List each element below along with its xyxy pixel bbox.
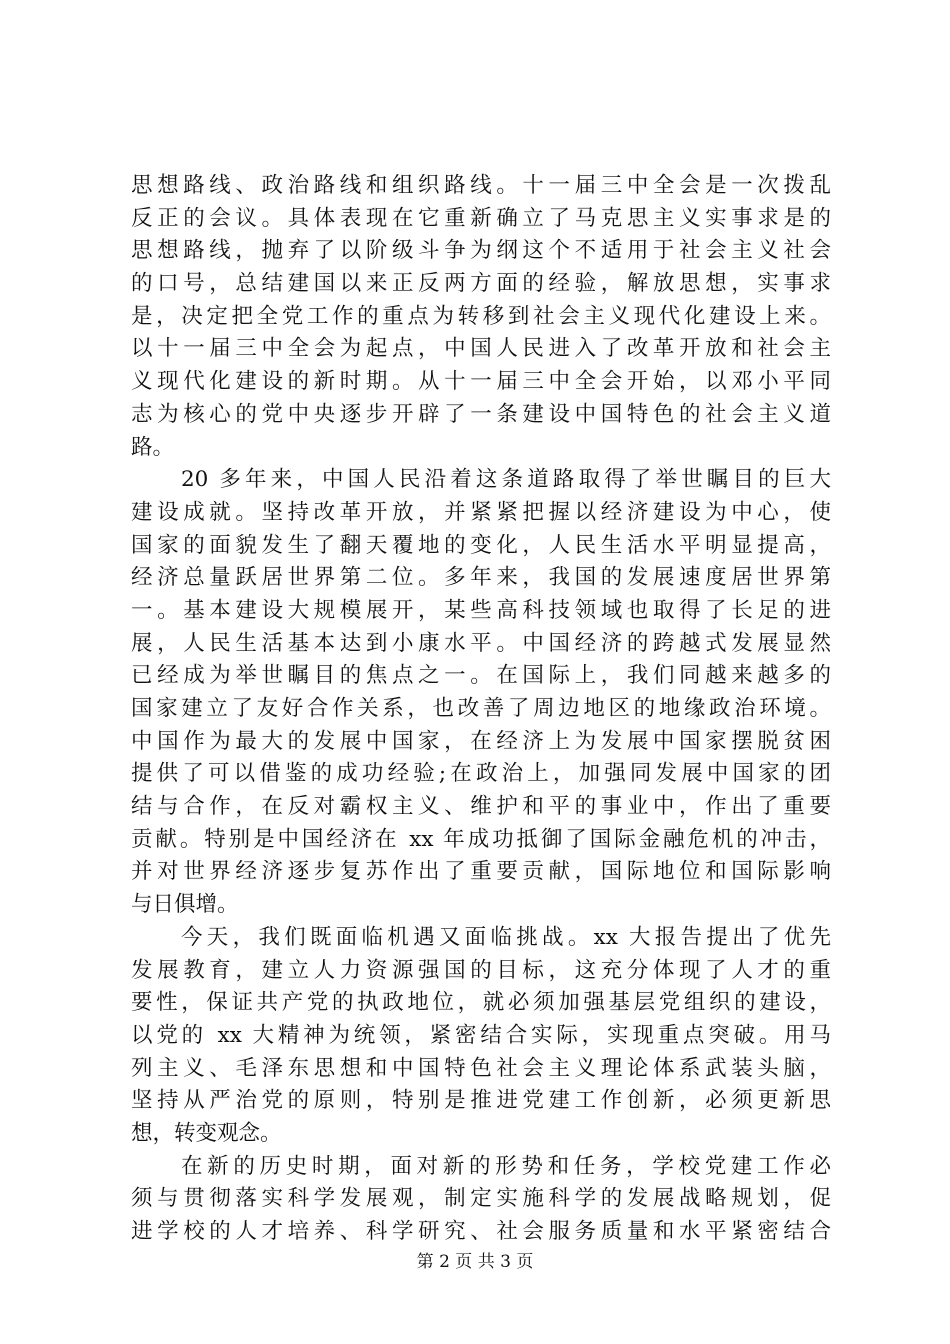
- text-line: 在新的历史时期，面对新的形势和任务，学校党建工作必: [181, 1153, 831, 1179]
- text-line: 路。: [131, 434, 175, 460]
- text-line: 发展教育，建立人力资源强国的目标，这充分体现了人才的重: [131, 957, 831, 983]
- text-line: 贡献。特别是中国经济在 xx 年成功抵御了国际金融危机的冲击，: [131, 826, 831, 852]
- text-line: 中国作为最大的发展中国家，在经济上为发展中国家摆脱贫困: [131, 728, 831, 754]
- text-line: 以党的 xx 大精神为统领，紧密结合实际，实现重点突破。用马: [131, 1022, 831, 1048]
- text-line: 经济总量跃居世界第二位。多年来，我国的发展速度居世界第: [131, 565, 831, 591]
- text-line: 义现代化建设的新时期。从十一届三中全会开始，以邓小平同: [131, 369, 831, 395]
- paragraph: [131, 170, 831, 464]
- text-line: 坚持从严治党的原则，特别是推进党建工作创新，必须更新思: [131, 1088, 831, 1114]
- text-line: 的口号，总结建国以来正反两方面的经验，解放思想，实事求: [131, 271, 831, 297]
- text-line: 以十一届三中全会为起点，中国人民进入了改革开放和社会主: [131, 336, 831, 362]
- text-line: 须与贯彻落实科学发展观，制定实施科学的发展战略规划，促: [131, 1186, 831, 1212]
- document-body: [131, 170, 831, 1249]
- text-line: 思想路线，抛弃了以阶级斗争为纲这个不适用于社会主义社会: [131, 238, 831, 264]
- text-line: 结与合作，在反对霸权主义、维护和平的事业中，作出了重要: [131, 794, 831, 820]
- paragraph: [131, 464, 831, 922]
- text-line: 国家的面貌发生了翻天覆地的变化，人民生活水平明显提高，: [131, 532, 831, 558]
- text-line: 今天，我们既面临机遇又面临挑战。xx 大报告提出了优先: [181, 924, 831, 950]
- text-line: 要性，保证共产党的执政地位，就必须加强基层党组织的建设，: [131, 990, 831, 1016]
- text-line: 志为核心的党中央逐步开辟了一条建设中国特色的社会主义道: [131, 401, 831, 427]
- text-line: 是，决定把全党工作的重点为转移到社会主义现代化建设上来。: [131, 303, 831, 329]
- page-number-footer: 第 2 页 共 3 页: [416, 1252, 534, 1272]
- text-line: 20 多年来，中国人民沿着这条道路取得了举世瞩目的巨大: [181, 467, 831, 493]
- text-line: 想，转变观念。: [131, 1120, 282, 1146]
- text-line: 反正的会议。具体表现在它重新确立了马克思主义实事求是的: [131, 205, 831, 231]
- text-line: 展，人民生活基本达到小康水平。中国经济的跨越式发展显然: [131, 630, 831, 656]
- paragraph: [131, 922, 831, 1151]
- text-line: 思想路线、政治路线和组织路线。十一届三中全会是一次拨乱: [131, 173, 831, 198]
- paragraph: [131, 1151, 831, 1249]
- text-line: 列主义、毛泽东思想和中国特色社会主义理论体系武装头脑，: [131, 1055, 831, 1081]
- text-line: 已经成为举世瞩目的焦点之一。在国际上，我们同越来越多的: [131, 663, 831, 689]
- text-line: 提供了可以借鉴的成功经验;在政治上，加强同发展中国家的团: [131, 761, 831, 787]
- text-line: 一。基本建设大规模展开，某些高科技领域也取得了长足的进: [131, 597, 831, 623]
- text-line: 建设成就。坚持改革开放，并紧紧把握以经济建设为中心，使: [131, 499, 831, 525]
- text-line: 并对世界经济逐步复苏作出了重要贡献，国际地位和国际影响: [131, 859, 831, 885]
- text-line: 进学校的人才培养、科学研究、社会服务质量和水平紧密结合: [131, 1219, 831, 1244]
- text-line: 与日俱增。: [131, 892, 239, 918]
- text-line: 国家建立了友好合作关系，也改善了周边地区的地缘政治环境。: [131, 696, 831, 721]
